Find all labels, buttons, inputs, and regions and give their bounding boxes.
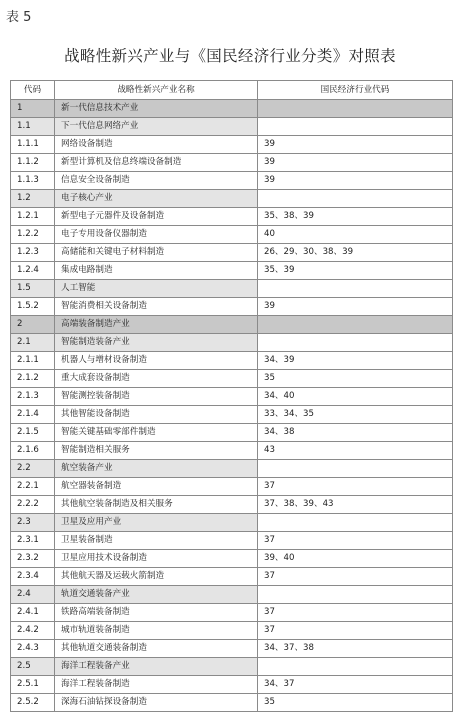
row-code: 2.4.1 <box>11 604 55 622</box>
row-industry-name: 机器人与增材设备制造 <box>55 352 258 370</box>
row-code: 2.4 <box>11 586 55 604</box>
row-industry-name: 航空装备产业 <box>55 460 258 478</box>
row-industry-name: 电子核心产业 <box>55 190 258 208</box>
row-industry-name: 人工智能 <box>55 280 258 298</box>
row-industry-name: 其他智能设备制造 <box>55 406 258 424</box>
table-row <box>11 694 453 712</box>
row-industry-name: 卫星应用技术设备制造 <box>55 550 258 568</box>
table-row <box>11 280 453 298</box>
table-row <box>11 316 453 334</box>
table-row <box>11 172 453 190</box>
table-row <box>11 262 453 280</box>
row-national-codes: 37 <box>258 532 453 550</box>
row-industry-name: 高储能和关键电子材料制造 <box>55 244 258 262</box>
row-industry-name: 海洋工程装备制造 <box>55 676 258 694</box>
row-industry-name: 智能制造装备产业 <box>55 334 258 352</box>
table-row <box>11 370 453 388</box>
row-national-codes <box>258 586 453 604</box>
row-code: 1.2.1 <box>11 208 55 226</box>
row-national-codes: 37 <box>258 604 453 622</box>
row-industry-name: 其他航天器及运载火箭制造 <box>55 568 258 586</box>
row-code: 2.5 <box>11 658 55 676</box>
table-row <box>11 190 453 208</box>
row-national-codes: 35 <box>258 370 453 388</box>
table-row <box>11 496 453 514</box>
row-national-codes: 39 <box>258 298 453 316</box>
row-industry-name: 电子专用设备仪器制造 <box>55 226 258 244</box>
row-national-codes: 37 <box>258 478 453 496</box>
row-national-codes <box>258 190 453 208</box>
row-code: 2.5.1 <box>11 676 55 694</box>
row-national-codes: 34、39 <box>258 352 453 370</box>
row-national-codes: 37 <box>258 622 453 640</box>
row-industry-name: 高端装备制造产业 <box>55 316 258 334</box>
row-industry-name: 铁路高端装备制造 <box>55 604 258 622</box>
row-code: 2.1.6 <box>11 442 55 460</box>
row-industry-name: 卫星及应用产业 <box>55 514 258 532</box>
row-code: 1.2.3 <box>11 244 55 262</box>
row-code: 2.4.2 <box>11 622 55 640</box>
row-industry-name: 城市轨道装备制造 <box>55 622 258 640</box>
row-industry-name: 轨道交通装备产业 <box>55 586 258 604</box>
row-national-codes: 35、38、39 <box>258 208 453 226</box>
row-national-codes <box>258 334 453 352</box>
table-header-row <box>11 81 453 100</box>
table-row <box>11 100 453 118</box>
row-industry-name: 新一代信息技术产业 <box>55 100 258 118</box>
row-code: 1 <box>11 100 55 118</box>
table-row <box>11 154 453 172</box>
row-national-codes <box>258 100 453 118</box>
row-national-codes: 35、39 <box>258 262 453 280</box>
row-national-codes <box>258 658 453 676</box>
row-national-codes: 39、40 <box>258 550 453 568</box>
row-code: 1.2.4 <box>11 262 55 280</box>
row-code: 1.1.2 <box>11 154 55 172</box>
row-code: 1.1.3 <box>11 172 55 190</box>
row-code: 2.3.4 <box>11 568 55 586</box>
row-national-codes: 39 <box>258 154 453 172</box>
row-code: 2.2.1 <box>11 478 55 496</box>
row-code: 2.1.3 <box>11 388 55 406</box>
row-industry-name: 新型电子元器件及设备制造 <box>55 208 258 226</box>
row-national-codes: 35 <box>258 694 453 712</box>
row-national-codes: 39 <box>258 136 453 154</box>
row-industry-name: 海洋工程装备产业 <box>55 658 258 676</box>
row-code: 2.1.5 <box>11 424 55 442</box>
row-code: 1.2.2 <box>11 226 55 244</box>
row-code: 1.5 <box>11 280 55 298</box>
row-industry-name: 智能测控装备制造 <box>55 388 258 406</box>
row-national-codes: 39 <box>258 172 453 190</box>
row-national-codes: 34、40 <box>258 388 453 406</box>
table-row <box>11 424 453 442</box>
row-national-codes: 34、37 <box>258 676 453 694</box>
table-row <box>11 550 453 568</box>
row-industry-name: 智能关键基础零部件制造 <box>55 424 258 442</box>
row-national-codes: 43 <box>258 442 453 460</box>
row-code: 1.1.1 <box>11 136 55 154</box>
table-row <box>11 460 453 478</box>
table-row <box>11 640 453 658</box>
row-industry-name: 其他轨道交通装备制造 <box>55 640 258 658</box>
table-row <box>11 244 453 262</box>
table-row <box>11 298 453 316</box>
row-code: 2.4.3 <box>11 640 55 658</box>
row-code: 2.5.2 <box>11 694 55 712</box>
row-code: 2.1.1 <box>11 352 55 370</box>
table-row <box>11 586 453 604</box>
table-row <box>11 208 453 226</box>
row-industry-name: 重大成套设备制造 <box>55 370 258 388</box>
table-row <box>11 514 453 532</box>
row-industry-name: 深海石油钻探设备制造 <box>55 694 258 712</box>
header-code: 代码 <box>11 81 55 100</box>
table-row <box>11 334 453 352</box>
row-industry-name: 集成电路制造 <box>55 262 258 280</box>
row-national-codes: 33、34、35 <box>258 406 453 424</box>
row-code: 1.5.2 <box>11 298 55 316</box>
row-national-codes <box>258 118 453 136</box>
row-national-codes <box>258 514 453 532</box>
row-national-codes <box>258 316 453 334</box>
row-national-codes <box>258 460 453 478</box>
table-row <box>11 388 453 406</box>
row-code: 2 <box>11 316 55 334</box>
row-industry-name: 智能制造相关服务 <box>55 442 258 460</box>
row-industry-name: 新型计算机及信息终端设备制造 <box>55 154 258 172</box>
row-industry-name: 下一代信息网络产业 <box>55 118 258 136</box>
row-industry-name: 智能消费相关设备制造 <box>55 298 258 316</box>
row-code: 1.1 <box>11 118 55 136</box>
row-code: 2.3 <box>11 514 55 532</box>
row-code: 2.3.1 <box>11 532 55 550</box>
table-title: 战略性新兴产业与《国民经济行业分类》对照表 <box>64 47 396 65</box>
table-row <box>11 568 453 586</box>
row-national-codes: 34、38 <box>258 424 453 442</box>
row-industry-name: 网络设备制造 <box>55 136 258 154</box>
table-row <box>11 406 453 424</box>
row-industry-name: 卫星装备制造 <box>55 532 258 550</box>
table-row <box>11 136 453 154</box>
table-number-label: 表 5 <box>6 10 32 25</box>
row-industry-name: 航空器装备制造 <box>55 478 258 496</box>
row-code: 2.2 <box>11 460 55 478</box>
table-row <box>11 658 453 676</box>
table-row <box>11 352 453 370</box>
table-row <box>11 118 453 136</box>
header-national-codes: 国民经济行业代码 <box>258 81 453 100</box>
row-code: 2.2.2 <box>11 496 55 514</box>
table-row <box>11 478 453 496</box>
table-row <box>11 676 453 694</box>
table-row <box>11 532 453 550</box>
table-row <box>11 622 453 640</box>
table-row <box>11 226 453 244</box>
row-industry-name: 其他航空装备制造及相关服务 <box>55 496 258 514</box>
row-national-codes: 26、29、30、38、39 <box>258 244 453 262</box>
row-code: 2.1.2 <box>11 370 55 388</box>
table-body <box>11 100 453 712</box>
row-industry-name: 信息安全设备制造 <box>55 172 258 190</box>
header-industry-name: 战略性新兴产业名称 <box>55 81 258 100</box>
row-national-codes: 37 <box>258 568 453 586</box>
row-code: 2.3.2 <box>11 550 55 568</box>
table-row <box>11 604 453 622</box>
row-code: 2.1.4 <box>11 406 55 424</box>
row-national-codes: 34、37、38 <box>258 640 453 658</box>
classification-table <box>10 80 453 712</box>
table-row <box>11 442 453 460</box>
row-national-codes: 37、38、39、43 <box>258 496 453 514</box>
row-national-codes: 40 <box>258 226 453 244</box>
row-code: 2.1 <box>11 334 55 352</box>
row-code: 1.2 <box>11 190 55 208</box>
row-national-codes <box>258 280 453 298</box>
